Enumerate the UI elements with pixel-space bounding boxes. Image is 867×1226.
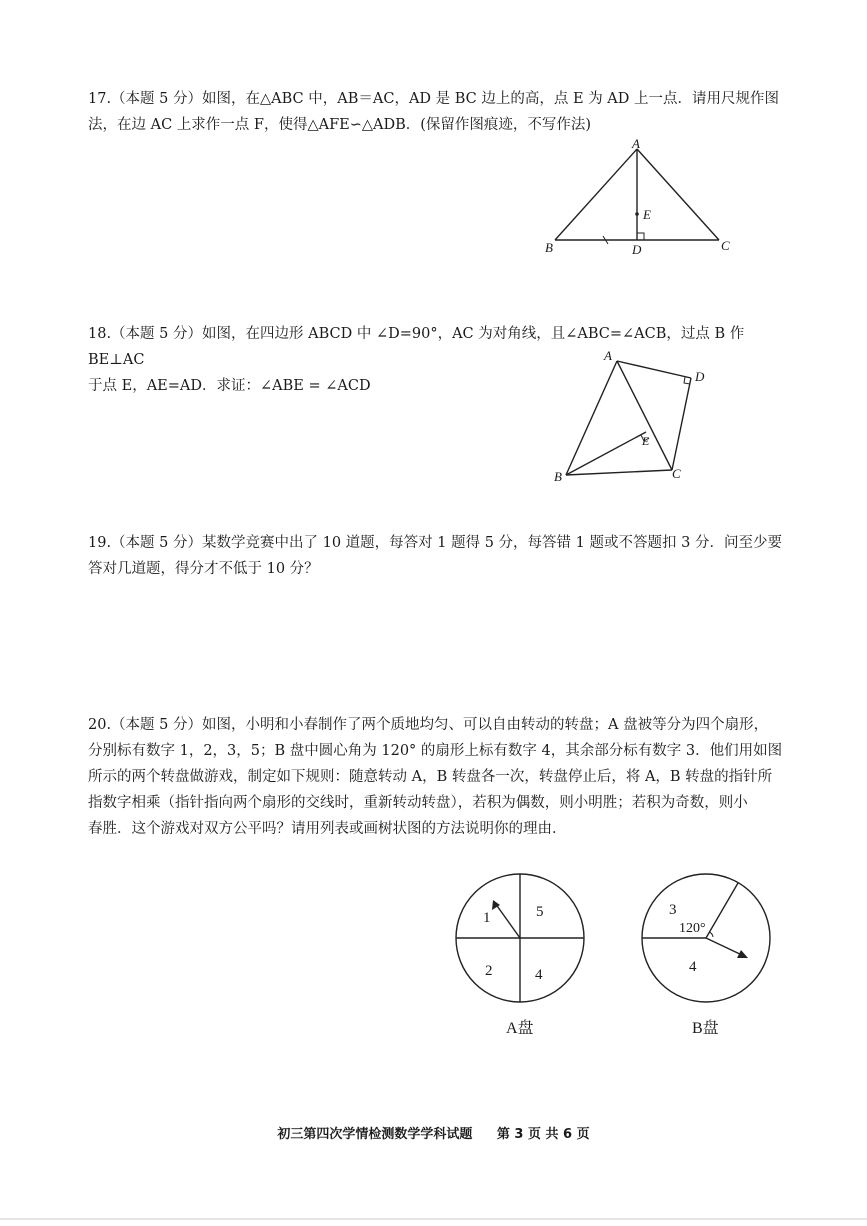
sector-4-label: 4 — [689, 959, 697, 975]
footer-title: 初三第四次学情检测数学学科试题 — [277, 1127, 473, 1142]
sector-1-label: 1 — [483, 910, 491, 926]
question-17-line-2: 法，在边 AC 上求作一点 F，使得△AFE∽△ADB．(保留作图痕迹，不写作法) — [88, 117, 592, 133]
label-a: A — [604, 348, 612, 363]
spinner-b — [636, 870, 781, 1040]
label-d: D — [632, 242, 642, 257]
label-c: C — [721, 238, 730, 253]
angle-label: 120° — [679, 921, 706, 936]
spinner-b-caption: B盘 — [692, 1020, 719, 1037]
question-20-line-2: 分别标有数字 1，2，3，5；B 盘中圆心角为 120° 的扇形上标有数字 4，其余部分标有数字 3．他们用如图 — [88, 743, 783, 759]
question-19-line-1: 19.（本题 5 分）某数学竞赛中出了 10 道题，每答对 1 题得 5 分，每答错 1 题或不答题扣 3 分．问至少要 — [88, 535, 782, 551]
question-19-line-2: 答对几道题，得分才不低于 10 分？ — [88, 561, 319, 577]
page-footer — [0, 1123, 867, 1142]
sector-3-label: 3 — [669, 902, 677, 918]
question-19 — [88, 530, 788, 582]
sector-2-label: 2 — [485, 963, 493, 979]
label-b: B — [545, 240, 553, 255]
sector-5-label: 5 — [536, 904, 544, 920]
question-17-line-1: 17.（本题 5 分）如图，在△ABC 中，AB＝AC，AD 是 BC 边上的高，点 E 为 AD 上一点．请用尺规作图 — [88, 91, 780, 107]
question-17 — [88, 86, 788, 138]
label-e: E — [643, 207, 651, 222]
footer-page-number: 第 3 页 共 6 页 — [496, 1127, 590, 1142]
question-18-line-1: 18.（本题 5 分）如图，在四边形 ABCD 中 ∠D=90°，AC 为对角线，且∠ABC=∠ACB，过点 B 作 BE⊥AC — [88, 326, 745, 368]
bottom-edge — [0, 1218, 867, 1220]
question-20-line-4: 指数字相乘（指针指向两个扇形的交线时，重新转动转盘），若积为偶数，则小明胜；若积为奇数，则小 — [88, 795, 748, 811]
label-d: D — [695, 369, 705, 384]
spinner-a — [450, 870, 590, 1040]
label-c: C — [672, 466, 681, 481]
label-b: B — [554, 469, 562, 484]
label-a: A — [632, 136, 640, 151]
figure-18-quadrilateral — [548, 345, 718, 485]
question-20 — [88, 712, 788, 842]
question-18-line-2: 于点 E，AE=AD．求证：∠ABE = ∠ACD — [88, 378, 371, 394]
question-20-line-3: 所示的两个转盘做游戏，制定如下规则：随意转动 A，B 转盘各一次，转盘停止后，将 A，B 转盘的指针所 — [88, 769, 773, 785]
question-20-line-1: 20.（本题 5 分）如图，小明和小春制作了两个质地均匀、可以自由转动的转盘；A 盘被等分为四个扇形， — [88, 717, 769, 733]
question-20-line-5: 春胜．这个游戏对双方公平吗？请用列表或画树状图的方法说明你的理由． — [88, 821, 567, 837]
sector-4-label: 4 — [535, 967, 543, 983]
label-e: E — [642, 434, 650, 448]
figure-17-triangle — [535, 135, 745, 260]
spinner-a-caption: A盘 — [506, 1020, 534, 1037]
